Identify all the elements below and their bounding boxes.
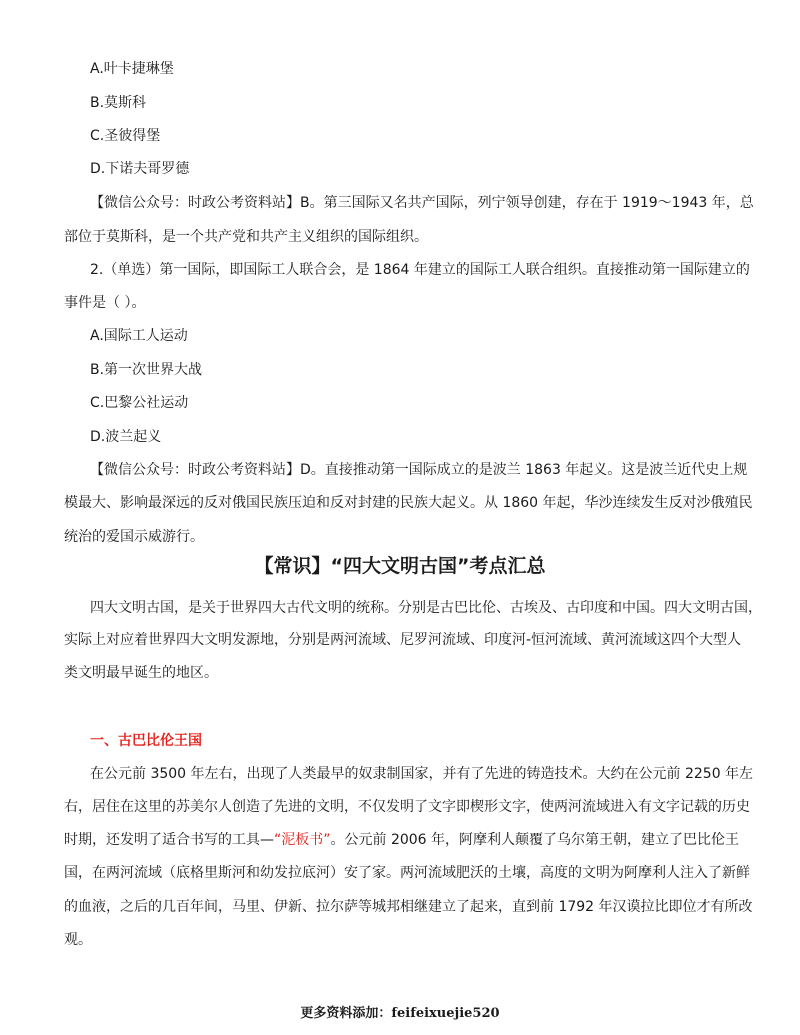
section-heading: 一、古巴比伦王国: [90, 733, 202, 749]
q2-answer-line2: 模最大、影响最深远的反对俄国民族压迫和反对封建的民族大起义。从 1860 年起，华沙连续发生反对沙俄殖民: [64, 495, 753, 511]
q1-answer-line2: 部位于莫斯科，是一个共产党和共产主义组织的国际组织。: [64, 229, 428, 245]
section1-line4: 国，在两河流域（底格里斯河和幼发拉底河）安了家。两河流域肥沃的土壤，高度的文明为阿摩利人注入了新鲜: [64, 865, 750, 881]
page-title: 【常识】“四大文明古国”考点汇总: [254, 555, 546, 577]
section1-line3-pre: 时期，还发明了适合书写的工具—: [64, 832, 274, 848]
intro-line1: 四大文明古国，是关于世界四大古代文明的统称。分别是古巴比伦、古埃及、古印度和中国。四大文明古国，: [90, 600, 762, 616]
q1-option-a: A.叶卡捷琳堡: [90, 61, 174, 77]
intro-line3: 类文明最早诞生的地区。: [64, 665, 218, 681]
intro-line2: 实际上对应着世界四大文明发源地，分别是两河流域、尼罗河流域、印度河-恒河流域、黄河流域这四个大型人: [64, 632, 742, 648]
q1-option-b: B.莫斯科: [90, 95, 147, 111]
q2-answer-line3: 统治的爱国示威游行。: [64, 529, 204, 545]
section1-line2: 右，居住在这里的苏美尔人创造了先进的文明，不仅发明了文字即楔形文字，使两河流域进入有文字记载的历史: [64, 799, 750, 815]
q2-option-a: A.国际工人运动: [90, 328, 188, 344]
q2-stem-line1: 2.（单选）第一国际，即国际工人联合会，是 1864 年建立的国际工人联合组织。直接推动第一国际建立的: [90, 262, 750, 278]
q2-option-b: B.第一次世界大战: [90, 362, 203, 378]
highlight-term: “泥板书”: [274, 832, 331, 848]
footer-note: 更多资料添加：feifeixuejie520: [300, 1006, 500, 1021]
q2-option-c: C.巴黎公社运动: [90, 395, 189, 411]
q2-answer-line1: 【微信公众号：时政公考资料站】D。直接推动第一国际成立的是波兰 1863 年起义。这是波兰近代史上规: [90, 462, 748, 478]
section1-line6: 观。: [64, 932, 92, 948]
section1-line1: 在公元前 3500 年左右，出现了人类最早的奴隶制国家，并有了先进的铸造技术。大约在公元前 2250 年左: [90, 766, 754, 782]
q1-option-d: D.下诺夫哥罗德: [90, 161, 190, 177]
q2-option-d: D.波兰起义: [90, 429, 162, 445]
q2-stem-line2: 事件是（ ）。: [64, 295, 146, 311]
q1-answer-line1: 【微信公众号：时政公考资料站】B。第三国际又名共产国际，列宁领导创建，存在于 1919～1943 年，总: [90, 195, 754, 211]
q1-option-c: C.圣彼得堡: [90, 128, 161, 144]
section1-line3-post: 。公元前 2006 年，阿摩利人颠覆了乌尔第王朝，建立了巴比伦王: [330, 832, 740, 848]
section1-line3: [64, 830, 739, 850]
section1-line5: 的血液，之后的几百年间，马里、伊新、拉尔萨等城邦相继建立了起来，直到前 1792 年汉谟拉比即位才有所改: [64, 899, 753, 915]
